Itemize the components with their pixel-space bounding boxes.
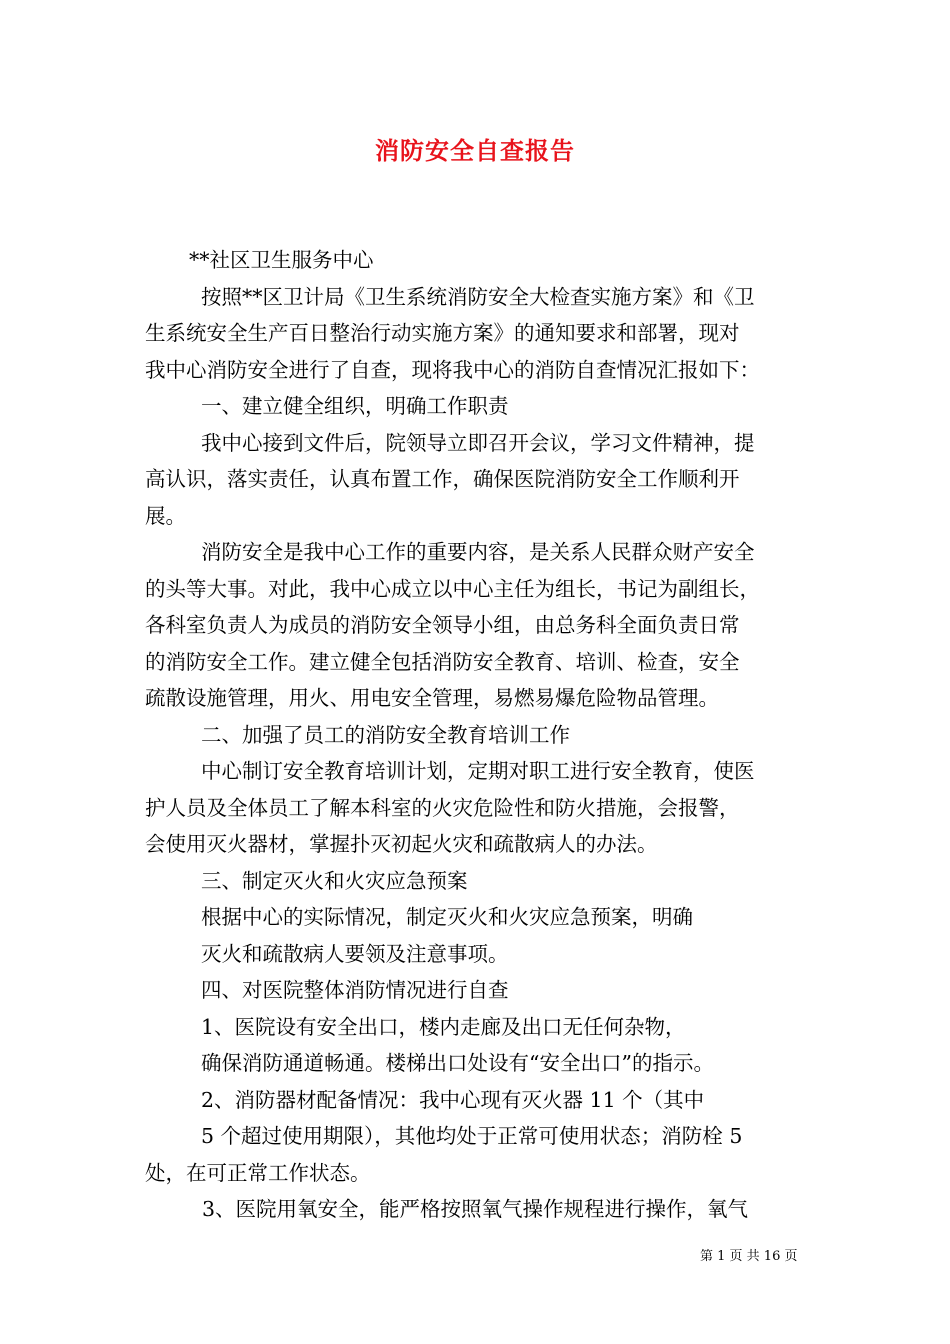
- document-body: [145, 242, 810, 1228]
- text-line: 3、医院用氧安全，能严格按照氧气操作规程进行操作，氧气: [202, 1197, 749, 1221]
- text-line: 的消防安全工作。建立健全包括消防安全教育、培训、检查，安全: [145, 649, 740, 674]
- text-line: 根据中心的实际情况，制定灭火和火灾应急预案，明确: [201, 905, 693, 929]
- text-line: 会使用灭火器材，掌握扑灭初起火灾和疏散病人的办法。: [145, 832, 658, 856]
- text-line: 生系统安全生产百日整治行动实施方案》的通知要求和部署，现对: [145, 321, 740, 345]
- text-line: 2、消防器材配备情况：我中心现有灭火器 11 个（其中: [201, 1087, 705, 1112]
- text-line: 展。: [145, 503, 186, 528]
- document-title: 消防安全自查报告: [375, 136, 575, 165]
- text-line: **社区卫生服务中心: [189, 248, 374, 272]
- text-line: 按照**区卫计局《卫生系统消防安全大检查实施方案》和《卫: [201, 284, 755, 309]
- text-line: 我中心消防安全进行了自查，现将我中心的消防自查情况汇报如下：: [145, 357, 760, 382]
- text-line: 消防安全是我中心工作的重要内容，是关系人民群众财产安全: [201, 540, 755, 564]
- text-line: 高认识，落实责任，认真布置工作，确保医院消防安全工作顺利开: [145, 467, 740, 491]
- text-line: 疏散设施管理，用火、用电安全管理，易燃易爆危险物品管理。: [145, 686, 719, 710]
- text-line: 各科室负责人为成员的消防安全领导小组，由总务科全面负责日常: [145, 613, 740, 637]
- section-heading: 二、加强了员工的消防安全教育培训工作: [201, 722, 570, 747]
- section-heading: 三、制定灭火和火灾应急预案: [201, 868, 468, 893]
- text-line: 确保消防通道畅通。楼梯出口处设有“安全出口”的指示。: [201, 1051, 714, 1075]
- text-line: 灭火和疏散病人要领及注意事项。: [201, 941, 509, 966]
- section-heading: 一、建立健全组织，明确工作职责: [201, 394, 509, 418]
- text-line: 护人员及全体员工了解本科室的火灾危险性和防火措施，会报警，: [145, 795, 740, 820]
- text-line: 我中心接到文件后，院领导立即召开会议，学习文件精神，提: [201, 430, 755, 455]
- text-line: 的头等大事。对此，我中心成立以中心主任为组长，书记为副组长，: [145, 576, 760, 601]
- text-line: 1、医院设有安全出口，楼内走廊及出口无任何杂物，: [201, 1014, 686, 1039]
- section-heading: 四、对医院整体消防情况进行自查: [201, 978, 509, 1002]
- text-line: 5 个超过使用期限），其他均处于正常可使用状态；消防栓 5: [201, 1124, 743, 1148]
- text-line: 处，在可正常工作状态。: [145, 1160, 371, 1185]
- page-number: 第 1 页 共 16 页: [700, 1249, 798, 1264]
- text-line: 中心制订安全教育培训计划，定期对职工进行安全教育，使医: [201, 759, 755, 783]
